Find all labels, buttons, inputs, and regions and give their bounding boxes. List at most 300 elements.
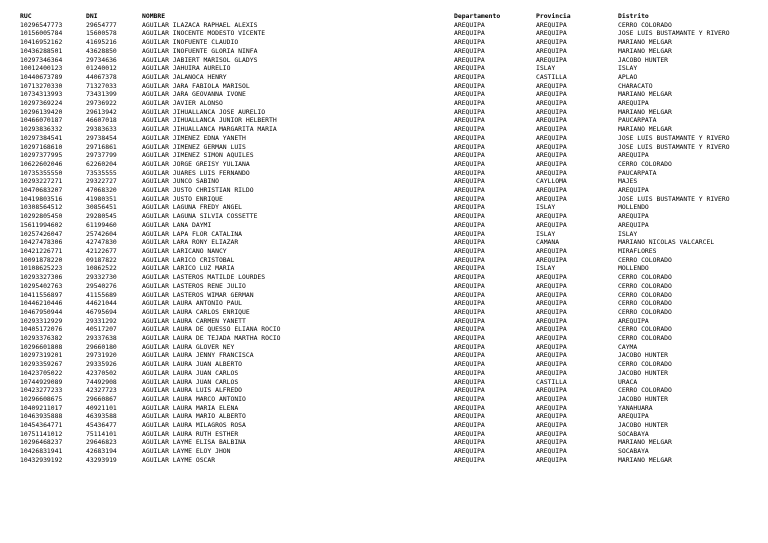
table-row [20, 282, 768, 291]
ruc-cell: 10446210446 [20, 299, 63, 308]
distrito-cell: SOCABAYA [618, 447, 649, 456]
distrito-cell: JOSE LUIS BUSTAMANTE Y RIVERO [618, 29, 730, 38]
ruc-cell: 10463935888 [20, 412, 63, 421]
distrito-cell: CERRO COLORADO [618, 159, 672, 168]
ruc-cell: 10419803516 [20, 194, 63, 203]
table-row [20, 343, 768, 352]
departamento-cell: AREQUIPA [454, 133, 485, 142]
distrito-cell: MARIANO MELGAR [618, 46, 672, 55]
provincia-cell: AREQUIPA [536, 290, 567, 299]
ruc-cell: 10421226771 [20, 246, 63, 255]
distrito-cell: CHARACATO [618, 81, 653, 90]
nombre-cell: AGUILAR LAGUNA FREDY ANGEL [142, 203, 243, 212]
table-row [20, 456, 768, 465]
departamento-cell: AREQUIPA [454, 125, 485, 134]
table-row [20, 430, 768, 439]
distrito-cell: CERRO COLORADO [618, 386, 672, 395]
table-row [20, 421, 768, 430]
distrito-cell: ISLAY [618, 229, 638, 238]
ruc-cell: 10440673789 [20, 72, 63, 81]
table-row [20, 386, 768, 395]
nombre-cell: AGUILAR LASTEROS WIMAR GERMAN [142, 290, 254, 299]
distrito-cell: CERRO COLORADO [618, 307, 672, 316]
ruc-cell: 10293312929 [20, 316, 63, 325]
departamento-cell: AREQUIPA [454, 342, 485, 351]
distrito-cell: JACOBO HUNTER [618, 394, 669, 403]
table-row [20, 334, 768, 343]
ruc-cell: 10156005784 [20, 29, 63, 38]
distrito-cell: PAUCARPATA [618, 168, 657, 177]
provincia-cell: AREQUIPA [536, 220, 567, 229]
nombre-cell: AGUILAR LAURA JUAN ALBERTO [142, 360, 243, 369]
dni-cell: 47068320 [86, 186, 117, 195]
ruc-cell: 10734313993 [20, 90, 63, 99]
departamento-cell: AREQUIPA [454, 264, 485, 273]
ruc-cell: 10467950944 [20, 307, 63, 316]
distrito-cell: JACOBO HUNTER [618, 421, 669, 430]
nombre-cell: AGUILAR LAPA FLOR CATALINA [142, 229, 243, 238]
distrito-cell: JACOBO HUNTER [618, 368, 669, 377]
table-row [20, 221, 768, 230]
provincia-cell: AREQUIPA [536, 299, 567, 308]
provincia-cell: AREQUIPA [536, 334, 567, 343]
distrito-cell: MARIANO MELGAR [618, 438, 672, 447]
table-row [20, 169, 768, 178]
nombre-cell: AGUILAR LAURA MARIO ALBERTO [142, 412, 246, 421]
nombre-cell: AGUILAR LAURA CARMEN YANETT [142, 316, 246, 325]
table-row [20, 360, 768, 369]
departamento-cell: AREQUIPA [454, 107, 485, 116]
distrito-cell: JACOBO HUNTER [618, 351, 669, 360]
ruc-cell: 10308564512 [20, 203, 63, 212]
table-row [20, 56, 768, 65]
ruc-cell: 10416952162 [20, 38, 63, 47]
nombre-cell: AGUILAR LARA RONY ELIAZAR [142, 238, 239, 247]
ruc-cell: 10296601808 [20, 342, 63, 351]
column-header-departamento: Departamento [454, 12, 501, 20]
dni-cell: 42122677 [86, 246, 117, 255]
ruc-cell: 10436288501 [20, 46, 63, 55]
table-row [20, 325, 768, 334]
distrito-cell: CAYMA [618, 342, 638, 351]
table-row [20, 116, 768, 125]
departamento-cell: AREQUIPA [454, 455, 485, 464]
departamento-cell: AREQUIPA [454, 177, 485, 186]
nombre-cell: AGUILAR LAURA DE QUESSO ELIANA ROCIO [142, 325, 281, 334]
distrito-cell: MOLLENDO [618, 264, 649, 273]
provincia-cell: CASTILLA [536, 377, 567, 386]
ruc-cell: 10297369224 [20, 99, 63, 108]
ruc-cell: 10293327306 [20, 273, 63, 282]
departamento-cell: AREQUIPA [454, 255, 485, 264]
dni-cell: 29734636 [86, 55, 117, 64]
nombre-cell: AGUILAR LAURA CARLOS ENRIQUE [142, 307, 250, 316]
provincia-cell: AREQUIPA [536, 55, 567, 64]
nombre-cell: AGUILAR LARICO LUZ MARIA [142, 264, 235, 273]
ruc-cell: 10297384541 [20, 133, 63, 142]
distrito-cell: JOSE LUIS BUSTAMANTE Y RIVERO [618, 194, 730, 203]
distrito-cell: JOSE LUIS BUSTAMANTE Y RIVERO [618, 142, 730, 151]
ruc-cell: 10744929089 [20, 377, 63, 386]
ruc-cell: 10091878220 [20, 255, 63, 264]
distrito-cell: CERRO COLORADO [618, 299, 672, 308]
provincia-cell: AREQUIPA [536, 168, 567, 177]
nombre-cell: AGUILAR JIMENEZ EDNA YANETH [142, 133, 246, 142]
nombre-cell: AGUILAR LAGUNA SILVIA COSSETTE [142, 212, 258, 221]
provincia-cell: AREQUIPA [536, 281, 567, 290]
dni-cell: 41695216 [86, 38, 117, 47]
nombre-cell: AGUILAR LAYME ELOY JHON [142, 447, 231, 456]
provincia-cell: ISLAY [536, 64, 556, 73]
dni-cell: 29646823 [86, 438, 117, 447]
table-row [20, 378, 768, 387]
dni-cell: 29383633 [86, 125, 117, 134]
dni-cell: 29540276 [86, 281, 117, 290]
departamento-cell: AREQUIPA [454, 351, 485, 360]
distrito-cell: CERRO COLORADO [618, 20, 672, 29]
nombre-cell: AGUILAR JORGE GREISY YULIANA [142, 159, 250, 168]
nombre-cell: AGUILAR JUSTO CHRISTIAN RILDO [142, 186, 254, 195]
provincia-cell: AREQUIPA [536, 447, 567, 456]
ruc-cell: 10423705022 [20, 368, 63, 377]
dni-cell: 42747830 [86, 238, 117, 247]
nombre-cell: AGUILAR JIMENEZ GERMAN LUIS [142, 142, 246, 151]
table-row [20, 38, 768, 47]
provincia-cell: AREQUIPA [536, 307, 567, 316]
provincia-cell: AREQUIPA [536, 116, 567, 125]
dni-cell: 29731920 [86, 351, 117, 360]
dni-cell: 43293919 [86, 455, 117, 464]
distrito-cell: MIRAFLORES [618, 246, 657, 255]
provincia-cell: AREQUIPA [536, 429, 567, 438]
dni-cell: 29613942 [86, 107, 117, 116]
nombre-cell: AGUILAR LAURA GLOVER NEY [142, 342, 235, 351]
table-row [20, 134, 768, 143]
table-row [20, 82, 768, 91]
nombre-cell: AGUILAR LANA DAYMI [142, 220, 212, 229]
provincia-cell: AREQUIPA [536, 325, 567, 334]
departamento-cell: AREQUIPA [454, 246, 485, 255]
provincia-cell: AREQUIPA [536, 38, 567, 47]
table-row [20, 99, 768, 108]
table-row [20, 177, 768, 186]
distrito-cell: APLAO [618, 72, 638, 81]
provincia-cell: AREQUIPA [536, 46, 567, 55]
provincia-cell: AREQUIPA [536, 107, 567, 116]
departamento-cell: AREQUIPA [454, 151, 485, 160]
provincia-cell: AREQUIPA [536, 403, 567, 412]
nombre-cell: AGUILAR LAYME OSCAR [142, 455, 216, 464]
distrito-cell: CERRO COLORADO [618, 290, 672, 299]
distrito-cell: CERRO COLORADO [618, 255, 672, 264]
table-row [20, 308, 768, 317]
nombre-cell: AGUILAR JUNCO SABINO [142, 177, 219, 186]
ruc-cell: 10296547773 [20, 20, 63, 29]
table-row [20, 90, 768, 99]
departamento-cell: AREQUIPA [454, 325, 485, 334]
ruc-cell: 10296608675 [20, 394, 63, 403]
departamento-cell: AREQUIPA [454, 229, 485, 238]
taxpayer-table [20, 12, 768, 465]
table-row [20, 108, 768, 117]
distrito-cell: ISLAY [618, 64, 638, 73]
dni-cell: 29736922 [86, 99, 117, 108]
departamento-cell: AREQUIPA [454, 186, 485, 195]
provincia-cell: CAMANA [536, 238, 560, 247]
table-row [20, 160, 768, 169]
ruc-cell: 10292805450 [20, 212, 63, 221]
departamento-cell: AREQUIPA [454, 64, 485, 73]
nombre-cell: AGUILAR JAVIER ALONSO [142, 99, 223, 108]
distrito-cell: MARIANO MELGAR [618, 38, 672, 47]
table-row [20, 247, 768, 256]
ruc-cell: 10426831941 [20, 447, 63, 456]
dni-cell: 73535555 [86, 168, 117, 177]
nombre-cell: AGUILAR LAURA LUIS ALFREDO [142, 386, 243, 395]
nombre-cell: AGUILAR JIHUALLANCA MARGARITA MARIA [142, 125, 277, 134]
dni-cell: 29337638 [86, 334, 117, 343]
nombre-cell: AGUILAR LAURA MARIA ELENA [142, 403, 239, 412]
distrito-cell: AREQUIPA [618, 186, 649, 195]
dni-cell: 29322727 [86, 177, 117, 186]
provincia-cell: AREQUIPA [536, 316, 567, 325]
distrito-cell: JACOBO HUNTER [618, 55, 669, 64]
ruc-cell: 10622602046 [20, 159, 63, 168]
provincia-cell: ISLAY [536, 264, 556, 273]
ruc-cell: 10751141012 [20, 429, 63, 438]
dni-cell: 61199460 [86, 220, 117, 229]
departamento-cell: AREQUIPA [454, 238, 485, 247]
provincia-cell: AREQUIPA [536, 351, 567, 360]
provincia-cell: AREQUIPA [536, 81, 567, 90]
provincia-cell: AREQUIPA [536, 159, 567, 168]
provincia-cell: AREQUIPA [536, 99, 567, 108]
provincia-cell: AREQUIPA [536, 90, 567, 99]
departamento-cell: AREQUIPA [454, 46, 485, 55]
table-row [20, 64, 768, 73]
distrito-cell: SOCABAYA [618, 429, 649, 438]
column-header-nombre: NOMBRE [142, 12, 166, 20]
departamento-cell: AREQUIPA [454, 447, 485, 456]
ruc-cell: 10293836332 [20, 125, 63, 134]
column-header-distrito: Distrito [618, 12, 649, 20]
ruc-cell: 10470683207 [20, 186, 63, 195]
provincia-cell: AREQUIPA [536, 29, 567, 38]
dni-cell: 46607018 [86, 116, 117, 125]
nombre-cell: AGUILAR LASTEROS RENE JULIO [142, 281, 246, 290]
departamento-cell: AREQUIPA [454, 168, 485, 177]
nombre-cell: AGUILAR JABIERT MARISOL GLADYS [142, 55, 258, 64]
distrito-cell: CERRO COLORADO [618, 281, 672, 290]
dni-cell: 29335926 [86, 360, 117, 369]
nombre-cell: AGUILAR INOFUENTE GLORIA NINFA [142, 46, 258, 55]
distrito-cell: AREQUIPA [618, 412, 649, 421]
nombre-cell: AGUILAR ILAZACA RAPHAEL ALEXIS [142, 20, 258, 29]
dni-cell: 62260204 [86, 159, 117, 168]
nombre-cell: AGUILAR LAURA MILAGROS ROSA [142, 421, 246, 430]
table-row [20, 404, 768, 413]
distrito-cell: MARIANO MELGAR [618, 125, 672, 134]
distrito-cell: CERRO COLORADO [618, 325, 672, 334]
table-row [20, 317, 768, 326]
departamento-cell: AREQUIPA [454, 316, 485, 325]
nombre-cell: AGUILAR JUARES LUIS FERNANDO [142, 168, 250, 177]
distrito-cell: MARIANO MELGAR [618, 90, 672, 99]
table-row [20, 438, 768, 447]
provincia-cell: CAYLLOMA [536, 177, 567, 186]
provincia-cell: AREQUIPA [536, 273, 567, 282]
table-row [20, 47, 768, 56]
departamento-cell: AREQUIPA [454, 334, 485, 343]
dni-cell: 29654777 [86, 20, 117, 29]
table-row [20, 273, 768, 282]
nombre-cell: AGUILAR INOCENTE MODESTO VICENTE [142, 29, 266, 38]
provincia-cell: AREQUIPA [536, 246, 567, 255]
nombre-cell: AGUILAR LARICO CRISTOBAL [142, 255, 235, 264]
provincia-cell: AREQUIPA [536, 360, 567, 369]
dni-cell: 45436477 [86, 421, 117, 430]
dni-cell: 30856451 [86, 203, 117, 212]
departamento-cell: AREQUIPA [454, 99, 485, 108]
table-header-row [20, 12, 768, 21]
dni-cell: 29280545 [86, 212, 117, 221]
departamento-cell: AREQUIPA [454, 72, 485, 81]
dni-cell: 29738454 [86, 133, 117, 142]
provincia-cell: AREQUIPA [536, 20, 567, 29]
ruc-cell: 10257426047 [20, 229, 63, 238]
provincia-cell: AREQUIPA [536, 142, 567, 151]
dni-cell: 44067378 [86, 72, 117, 81]
table-row [20, 351, 768, 360]
table-row [20, 256, 768, 265]
departamento-cell: AREQUIPA [454, 116, 485, 125]
departamento-cell: AREQUIPA [454, 20, 485, 29]
distrito-cell: MARIANO NICOLAS VALCARCEL [618, 238, 715, 247]
ruc-cell: 10293376382 [20, 334, 63, 343]
departamento-cell: AREQUIPA [454, 142, 485, 151]
ruc-cell: 10297319201 [20, 351, 63, 360]
ruc-cell: 10012400123 [20, 64, 63, 73]
ruc-cell: 10427478306 [20, 238, 63, 247]
departamento-cell: AREQUIPA [454, 55, 485, 64]
dni-cell: 42327723 [86, 386, 117, 395]
dni-cell: 46393588 [86, 412, 117, 421]
departamento-cell: AREQUIPA [454, 38, 485, 47]
dni-cell: 29716861 [86, 142, 117, 151]
distrito-cell: YANAHUARA [618, 403, 653, 412]
distrito-cell: AREQUIPA [618, 99, 649, 108]
nombre-cell: AGUILAR LAURA JENNY FRANCISCA [142, 351, 254, 360]
distrito-cell: MAJES [618, 177, 638, 186]
distrito-cell: PAUCARPATA [618, 116, 657, 125]
table-row [20, 447, 768, 456]
dni-cell: 41155689 [86, 290, 117, 299]
ruc-cell: 10296468237 [20, 438, 63, 447]
distrito-cell: AREQUIPA [618, 220, 649, 229]
provincia-cell: ISLAY [536, 229, 556, 238]
dni-cell: 40517207 [86, 325, 117, 334]
provincia-cell: AREQUIPA [536, 412, 567, 421]
departamento-cell: AREQUIPA [454, 429, 485, 438]
departamento-cell: AREQUIPA [454, 212, 485, 221]
nombre-cell: AGUILAR LAURA JUAN CARLOS [142, 368, 239, 377]
table-row [20, 395, 768, 404]
dni-cell: 42683194 [86, 447, 117, 456]
table-row [20, 143, 768, 152]
ruc-cell: 10735355550 [20, 168, 63, 177]
provincia-cell: AREQUIPA [536, 368, 567, 377]
departamento-cell: AREQUIPA [454, 81, 485, 90]
ruc-cell: 10296139420 [20, 107, 63, 116]
nombre-cell: AGUILAR JIMENEZ SIMON AQUILES [142, 151, 254, 160]
provincia-cell: AREQUIPA [536, 194, 567, 203]
departamento-cell: AREQUIPA [454, 438, 485, 447]
provincia-cell: AREQUIPA [536, 186, 567, 195]
departamento-cell: AREQUIPA [454, 386, 485, 395]
provincia-cell: AREQUIPA [536, 394, 567, 403]
column-header-provincia: Provincia [536, 12, 571, 20]
ruc-cell: 10293227271 [20, 177, 63, 186]
ruc-cell: 10295402763 [20, 281, 63, 290]
nombre-cell: AGUILAR JALANOCA HENRY [142, 72, 227, 81]
distrito-cell: CERRO COLORADO [618, 360, 672, 369]
table-row [20, 369, 768, 378]
dni-cell: 74492908 [86, 377, 117, 386]
ruc-cell: 10432939192 [20, 455, 63, 464]
provincia-cell: ISLAY [536, 203, 556, 212]
table-row [20, 203, 768, 212]
departamento-cell: AREQUIPA [454, 360, 485, 369]
ruc-cell: 10409211017 [20, 403, 63, 412]
provincia-cell: AREQUIPA [536, 255, 567, 264]
dni-cell: 75114101 [86, 429, 117, 438]
table-row [20, 299, 768, 308]
ruc-cell: 10713270330 [20, 81, 63, 90]
dni-cell: 71327033 [86, 81, 117, 90]
departamento-cell: AREQUIPA [454, 299, 485, 308]
nombre-cell: AGUILAR LAURA DE TEJADA MARTHA ROCIO [142, 334, 281, 343]
dni-cell: 25742604 [86, 229, 117, 238]
provincia-cell: AREQUIPA [536, 455, 567, 464]
table-row [20, 195, 768, 204]
ruc-cell: 10297346364 [20, 55, 63, 64]
departamento-cell: AREQUIPA [454, 273, 485, 282]
departamento-cell: AREQUIPA [454, 421, 485, 430]
nombre-cell: AGUILAR JUSTO ENRIQUE [142, 194, 223, 203]
table-row [20, 29, 768, 38]
nombre-cell: AGUILAR JAHUIRA AURELIO [142, 64, 231, 73]
nombre-cell: AGUILAR LAYME ELISA BALBINA [142, 438, 246, 447]
distrito-cell: MARIANO MELGAR [618, 107, 672, 116]
provincia-cell: AREQUIPA [536, 438, 567, 447]
dni-cell: 42370502 [86, 368, 117, 377]
table-row [20, 186, 768, 195]
column-header-ruc: RUC [20, 12, 32, 20]
nombre-cell: AGUILAR LARICANO NANCY [142, 246, 227, 255]
dni-cell: 40921101 [86, 403, 117, 412]
dni-cell: 29331292 [86, 316, 117, 325]
dni-cell: 29660180 [86, 342, 117, 351]
table-row [20, 412, 768, 421]
ruc-cell: 10108625223 [20, 264, 63, 273]
departamento-cell: AREQUIPA [454, 220, 485, 229]
ruc-cell: 10454364771 [20, 421, 63, 430]
dni-cell: 29737799 [86, 151, 117, 160]
dni-cell: 73431399 [86, 90, 117, 99]
provincia-cell: AREQUIPA [536, 342, 567, 351]
dni-cell: 29660867 [86, 394, 117, 403]
table-row [20, 21, 768, 30]
